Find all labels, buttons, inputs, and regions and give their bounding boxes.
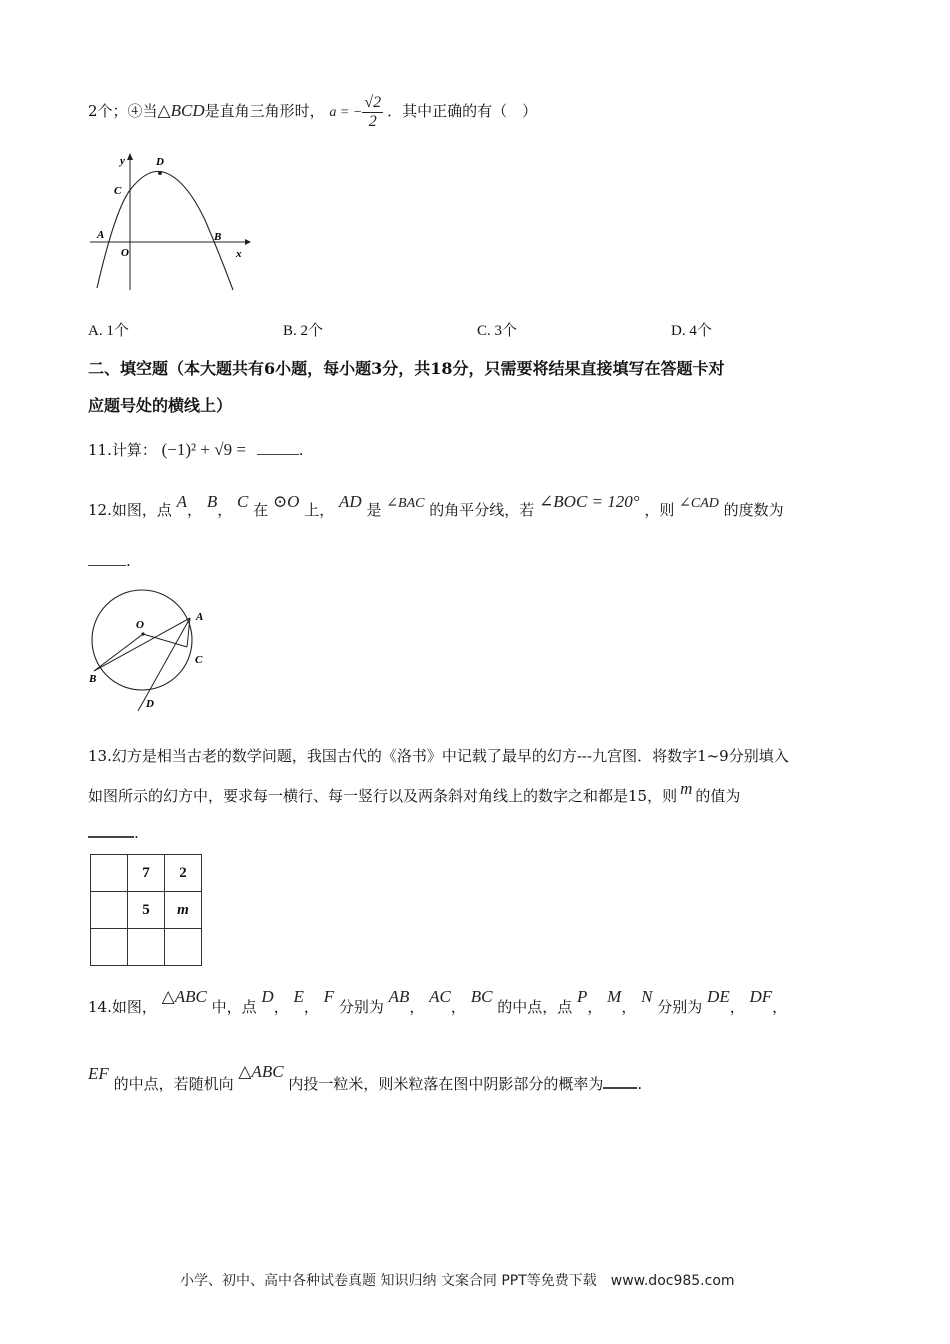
magic-cell bbox=[128, 929, 165, 966]
q10-frac-den: 2 bbox=[368, 112, 377, 130]
label-c2: C bbox=[195, 654, 203, 666]
magic-row bbox=[91, 892, 202, 929]
q13-answer-line bbox=[88, 824, 139, 842]
q14-fenbie: 分别为 bbox=[338, 998, 384, 1016]
q14-e: E bbox=[293, 987, 304, 1006]
q14-line1: 14.如图， △ABC 中，点 D， E， F 分别为 AB， AC， BC 的中点，点 P， M， N 分别为 DE， DF， bbox=[88, 987, 788, 1016]
q14-d: D bbox=[261, 987, 274, 1006]
q11-answer-blank[interactable] bbox=[257, 454, 299, 455]
q13-line1: 13.幻方是相当古老的数学问题，我国古代的《洛书》中记载了最早的幻方---九宫图．将数字1~9分别填入 bbox=[88, 747, 789, 765]
q14-tri: △ABC bbox=[161, 987, 207, 1006]
section2-heading-line2: 应题号处的横线上） bbox=[88, 396, 233, 415]
q12-on: 上， bbox=[304, 501, 335, 519]
parabola-figure bbox=[85, 150, 255, 295]
q10-prefix: 2个；④当 bbox=[88, 102, 158, 120]
q12-angle-cad: ∠CAD bbox=[679, 496, 719, 511]
label-o2: O bbox=[136, 619, 144, 631]
segment-ob bbox=[94, 634, 143, 671]
q12-sep2: ， bbox=[217, 501, 233, 519]
section2-heading-line1: 二、填空题（本大题共有6小题，每小题3分，共18分，只需要将结果直接填写在答题卡对 bbox=[88, 359, 725, 378]
label-d: D bbox=[156, 156, 164, 168]
q10-option-c: C. 3个 bbox=[477, 323, 518, 339]
magic-cell: 5 bbox=[128, 892, 165, 929]
magic-row bbox=[91, 855, 202, 892]
q14-answer-blank[interactable] bbox=[603, 1087, 637, 1089]
q12-point-c: C bbox=[237, 492, 249, 511]
q12-answer-line bbox=[88, 552, 131, 570]
q13-end: . bbox=[134, 824, 139, 842]
magic-cell: 7 bbox=[128, 855, 165, 892]
q13-line2 bbox=[88, 779, 741, 806]
q14-de: DE bbox=[707, 987, 730, 1006]
q14-line2 bbox=[88, 1062, 642, 1106]
q12-circle-o: ⊙O bbox=[272, 492, 300, 511]
q14-line2b: 内投一粒米，则米粒落在图中阴影部分的概率为 bbox=[288, 1075, 604, 1093]
q12-answer-blank[interactable] bbox=[88, 565, 126, 566]
y-axis-arrow bbox=[127, 153, 133, 160]
label-o: O bbox=[121, 247, 129, 259]
q14-bc: BC bbox=[470, 987, 493, 1006]
q10-tail-line bbox=[88, 84, 537, 138]
q14-zhong: 中，点 bbox=[211, 998, 257, 1016]
q10-middle: 是直角三角形时， bbox=[204, 102, 325, 120]
label-a: A bbox=[97, 229, 105, 241]
q11-expr: (−1)² + √9 = bbox=[161, 440, 246, 459]
q13-m: m bbox=[680, 779, 693, 798]
q13-line2a: 如图所示的幻方中，要求每一横行、每一竖行以及两条斜对角线上的数字之和都是15，则 bbox=[88, 787, 678, 805]
circle-o bbox=[92, 590, 192, 690]
q14-start: 14.如图， bbox=[88, 998, 157, 1016]
q14-ef: EF bbox=[88, 1064, 109, 1083]
q14-p: P bbox=[577, 987, 588, 1006]
q14-tri2: △ABC bbox=[238, 1062, 284, 1081]
magic-cell bbox=[91, 892, 128, 929]
q12-is: 是 bbox=[366, 501, 382, 519]
q11-end: . bbox=[298, 441, 304, 459]
q10-option-b: B. 2个 bbox=[283, 323, 324, 339]
q12-ad: AD bbox=[339, 492, 362, 511]
q13-line2b: 的值为 bbox=[695, 787, 741, 805]
q10-fraction bbox=[362, 94, 383, 130]
label-b2: B bbox=[89, 673, 97, 685]
circle-figure bbox=[80, 585, 220, 715]
q10-frac-num: √2 bbox=[364, 93, 382, 111]
q14-ac: AC bbox=[429, 987, 451, 1006]
q14-end: . bbox=[637, 1075, 643, 1093]
q12-angle-bac: ∠BAC bbox=[386, 496, 425, 511]
label-y: y bbox=[120, 155, 125, 167]
magic-square bbox=[90, 854, 202, 966]
vertex-point bbox=[158, 171, 162, 175]
q12-in: 在 bbox=[253, 501, 269, 519]
q12-point-a: A bbox=[176, 492, 188, 511]
q12-point-b: B bbox=[206, 492, 218, 511]
q12-sep1: ， bbox=[187, 501, 203, 519]
q10-option-d: D. 4个 bbox=[671, 323, 712, 339]
magic-cell bbox=[91, 929, 128, 966]
q10-expr-lhs: a = − bbox=[329, 105, 363, 120]
q11-line bbox=[88, 432, 303, 468]
q12-then: ，则 bbox=[644, 501, 675, 519]
q13-answer-blank[interactable] bbox=[88, 836, 134, 838]
label-x: x bbox=[236, 248, 242, 260]
q14-fenbie2: 分别为 bbox=[657, 998, 703, 1016]
q12-end: . bbox=[126, 552, 131, 570]
q14-line2a: 的中点，若随机向 bbox=[113, 1075, 234, 1093]
label-c: C bbox=[114, 185, 122, 197]
q14-n: N bbox=[641, 987, 653, 1006]
q14-midpts: 的中点，点 bbox=[497, 998, 573, 1016]
magic-cell bbox=[165, 929, 202, 966]
q11-label: 11.计算： bbox=[88, 441, 157, 459]
q14-df: DF bbox=[749, 987, 773, 1006]
q12-bisector: 的角平分线，若 bbox=[429, 501, 535, 519]
label-d2: D bbox=[146, 698, 154, 710]
q12-angle-boc: ∠BOC = 120° bbox=[539, 492, 640, 511]
q14-ab: AB bbox=[388, 987, 410, 1006]
label-b: B bbox=[214, 231, 222, 243]
magic-cell: 2 bbox=[165, 855, 202, 892]
q10-suffix: ．其中正确的有（ ） bbox=[387, 102, 538, 120]
q12-text-a: 12.如图，点 bbox=[88, 501, 172, 519]
q10-option-a: A. 1个 bbox=[88, 323, 129, 339]
x-axis-arrow bbox=[245, 239, 251, 245]
q14-f: F bbox=[323, 987, 335, 1006]
magic-row bbox=[91, 929, 202, 966]
q12-degrees: 的度数为 bbox=[723, 501, 784, 519]
q12-line bbox=[88, 490, 784, 532]
page-footer: 小学、初中、高中各种试卷真题 知识归纳 文案合同 PPT等免费下载 www.doc985.com bbox=[180, 1273, 735, 1289]
q10-triangle: △BCD bbox=[157, 101, 205, 120]
magic-cell: m bbox=[165, 892, 202, 929]
label-a2: A bbox=[196, 611, 204, 623]
q14-m: M bbox=[607, 987, 622, 1006]
magic-cell bbox=[91, 855, 128, 892]
